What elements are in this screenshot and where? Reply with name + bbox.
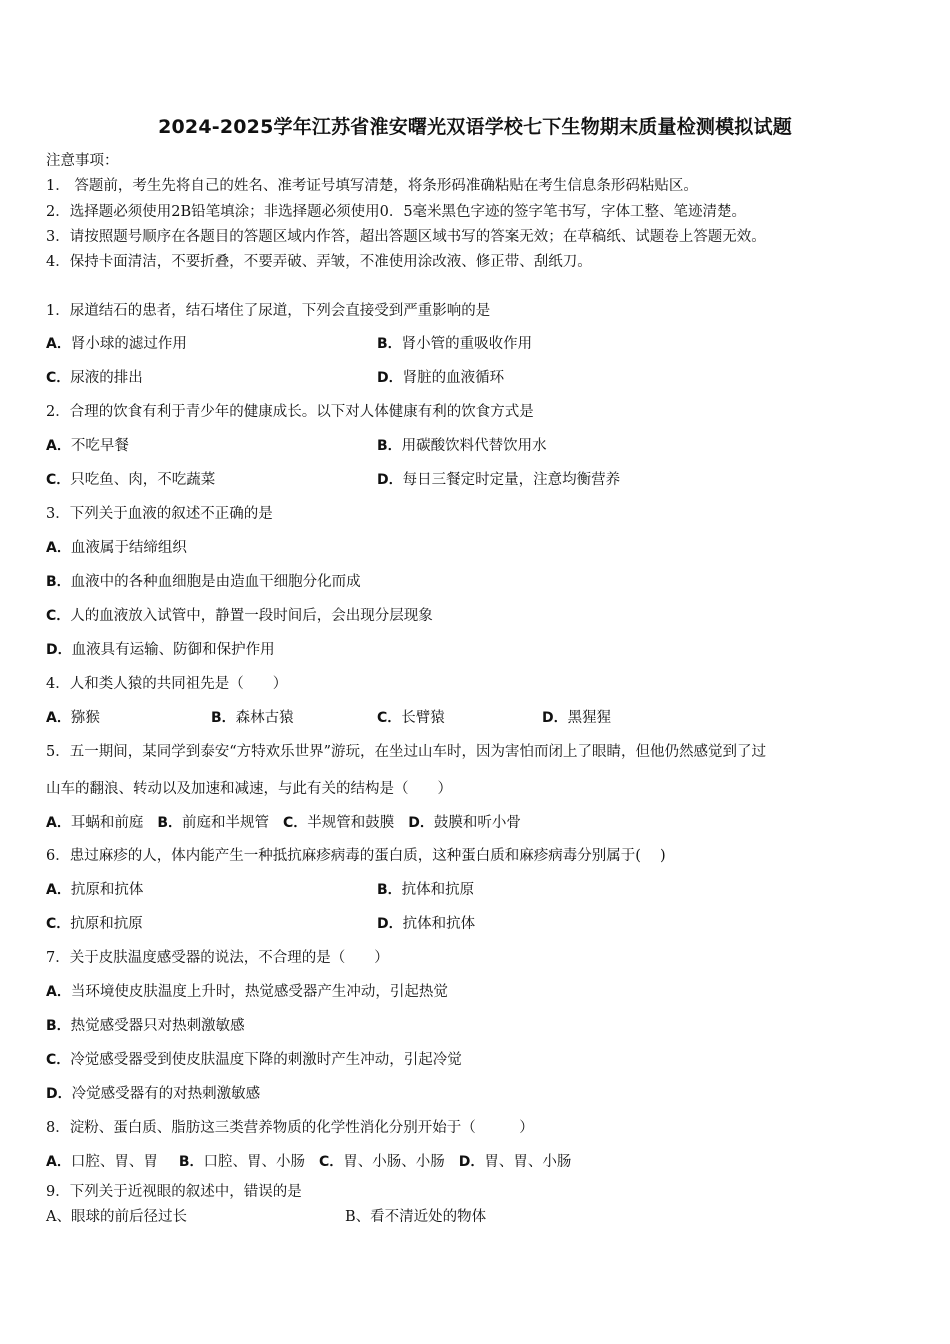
option-label: C． [46,916,71,932]
option-c [377,708,445,728]
option-text: 人的血液放入试管中，静置一段时间后，会出现分层现象 [70,608,433,624]
option-text: 只吃鱼、肉，不吃蔬菜 [70,472,216,488]
option-c [46,368,143,388]
question-stem: 6．患过麻疹的人，体内能产生一种抵抗麻疹病毒的蛋白质，这种蛋白质和麻疹病毒分别属于( ) [46,848,666,864]
notice-item: 2．选择题必须使用2B铅笔填涂；非选择题必须使用0．5毫米黑色字迹的签字笔书写，字体工整、笔迹清楚。 [46,204,747,220]
option-b [46,572,361,592]
notice-item: 4．保持卡面清洁，不要折叠，不要弄破、弄皱，不准使用涂改液、修正带、刮纸刀。 [46,254,592,270]
question-stem: 2．合理的饮食有利于青少年的健康成长。以下对人体健康有利的饮食方式是 [46,404,534,420]
option-text: 长臂猿 [401,710,445,726]
option-label: C． [377,710,402,726]
option-c [46,606,433,626]
option-text: 血液中的各种血细胞是由造血干细胞分化而成 [70,574,361,590]
question-stem: 8．淀粉、蛋白质、脂肪这三类营养物质的化学性消化分别开始于（ ） [46,1120,534,1136]
notice-item: 1． 答题前，考生先将自己的姓名、准考证号填写清楚，将条形码准确粘贴在考生信息条形码粘贴区。 [46,178,698,194]
option-b [46,1016,245,1036]
option-row [46,813,521,833]
question-stem: 9．下列关于近视眼的叙述中，错误的是 [46,1184,302,1200]
option-text: 抗原和抗体 [70,882,144,898]
option-text: 半规管和鼓膜 [307,815,395,831]
question-stem: 7．关于皮肤温度感受器的说法，不合理的是（ ） [46,950,389,966]
option-label: D． [46,642,72,658]
option-label: B． [178,1154,204,1170]
option-text: 抗原和抗原 [70,916,143,932]
option-text: 口腔、胃、胃 [70,1154,158,1170]
option-text: 抗体和抗体 [402,916,476,932]
option-text: 冷觉感受器受到使皮肤温度下降的刺激时产生冲动，引起冷觉 [70,1052,462,1068]
option-label: B． [211,710,236,726]
option-label: A． [46,438,71,454]
notice-item: 3．请按照题号顺序在各题目的答题区域内作答，超出答题区域书写的答案无效；在草稿纸、试题卷上答题无效。 [46,229,766,245]
page-title: 2024-2025学年江苏省淮安曙光双语学校七下生物期末质量检测模拟试题 [158,116,792,138]
option-label: B． [377,438,402,454]
option-label: C． [46,370,71,386]
option-text: 血液具有运输、防御和保护作用 [71,642,275,658]
option-a [46,538,187,558]
option-d [542,708,611,728]
option-label: A． [46,815,71,831]
option-label: B、 [345,1209,371,1225]
option-label: D． [377,370,403,386]
option-text: 前庭和半规管 [182,815,270,831]
question-stem-continued: 山车的翻浪、转动以及加速和减速，与此有关的结构是（ ） [46,781,452,797]
option-b [377,436,547,456]
option-text: 猕猴 [70,710,100,726]
question-stem: 3．下列关于血液的叙述不正确的是 [46,506,273,522]
option-c [46,470,215,490]
option-text: 鼓膜和听小骨 [433,815,521,831]
option-label: C． [319,1154,344,1170]
option-label: B． [157,815,183,831]
option-label: C． [46,472,71,488]
option-b [377,880,474,900]
option-text: 森林古猿 [235,710,294,726]
option-row [46,1152,571,1172]
option-b [211,708,294,728]
option-label: B． [377,336,402,352]
option-d [377,914,475,934]
option-text: 用碳酸饮料代替饮用水 [401,438,547,454]
option-text: 口腔、胃、小肠 [203,1154,306,1170]
option-d [46,1084,260,1104]
option-label: A． [46,882,71,898]
option-label: C． [46,1052,71,1068]
option-text: 黑猩猩 [567,710,612,726]
option-label: A． [46,710,71,726]
option-label: A． [46,336,71,352]
option-text: 每日三餐定时定量，注意均衡营养 [402,472,621,488]
option-a [46,1207,187,1227]
option-label: B． [46,574,71,590]
option-label: D． [377,916,403,932]
option-text: 热觉感受器只对热刺激敏感 [70,1018,245,1034]
option-text: 胃、小肠、小肠 [343,1154,445,1170]
option-c [46,1050,462,1070]
option-label: A． [46,984,71,1000]
option-label: D． [46,1086,72,1102]
option-d [377,368,504,388]
option-text: 尿液的排出 [70,370,143,386]
option-label: D． [377,472,403,488]
option-text: 抗体和抗原 [401,882,475,898]
option-label: B． [46,1018,71,1034]
option-text: 不吃早餐 [70,438,129,454]
option-label: C． [46,608,71,624]
option-b [345,1207,486,1227]
option-a [46,982,448,1002]
option-a [46,436,129,456]
option-a [46,334,187,354]
option-text: 看不清近处的物体 [370,1209,487,1225]
option-text: 胃、胃、小肠 [484,1154,572,1170]
option-label: A、 [46,1209,71,1225]
notice-heading: 注意事项： [46,153,119,169]
question-stem: 5．五一期间，某同学到泰安“方特欢乐世界”游玩，在坐过山车时，因为害怕而闭上了眼睛，但他仍然感觉到了过 [46,744,767,760]
option-text: 肾脏的血液循环 [402,370,505,386]
option-label: A． [46,540,71,556]
question-stem: 4．人和类人猿的共同祖先是（ ） [46,676,288,692]
option-text: 眼球的前后径过长 [70,1209,187,1225]
option-label: D． [458,1154,485,1170]
question-stem: 1．尿道结石的患者，结石堵住了尿道，下列会直接受到严重影响的是 [46,303,491,319]
option-label: A． [46,1154,71,1170]
option-label: D． [408,815,434,831]
option-text: 冷觉感受器有的对热刺激敏感 [71,1086,261,1102]
option-b [377,334,532,354]
option-c [46,914,143,934]
option-d [377,470,620,490]
option-d [46,640,275,660]
option-text: 血液属于结缔组织 [70,540,187,556]
option-label: C． [283,815,308,831]
option-text: 肾小管的重吸收作用 [401,336,533,352]
option-text: 耳蜗和前庭 [70,815,144,831]
option-text: 肾小球的滤过作用 [70,336,187,352]
option-label: D． [542,710,568,726]
option-label: B． [377,882,402,898]
option-a [46,880,143,900]
option-text: 当环境使皮肤温度上升时，热觉感受器产生冲动，引起热觉 [70,984,448,1000]
option-a [46,708,100,728]
